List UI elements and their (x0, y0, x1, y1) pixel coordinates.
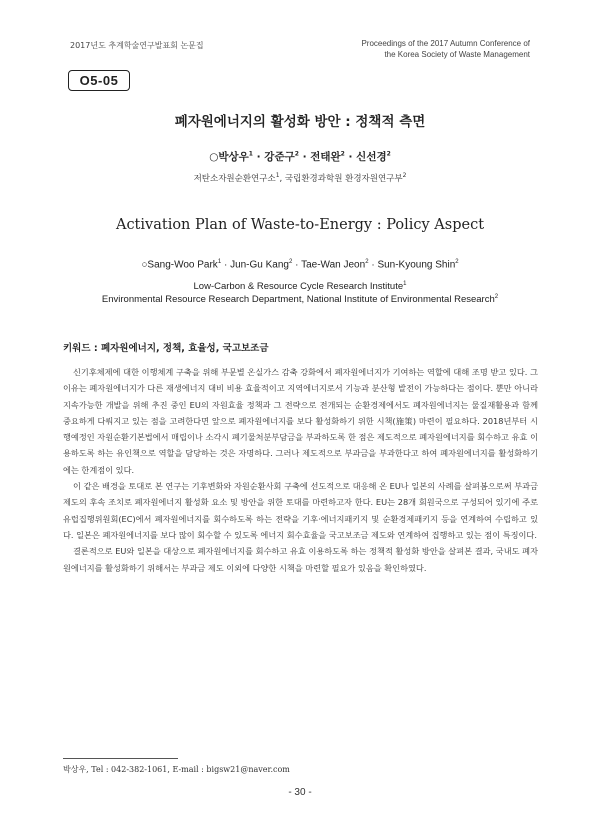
author-sup: 2 (340, 150, 345, 158)
author-sup: 2 (386, 150, 391, 158)
english-affiliation-2 (0, 294, 600, 305)
affiliation-2-text: Environmental Resource Research Department, National Institute of Environmental Research (101, 294, 495, 306)
author-sup: 2 (365, 259, 369, 265)
paragraph: 결론적으로 EU와 일본을 대상으로 폐자원에너지를 회수하고 유효 이용하도록 하는 정책적 활성화 방안을 살펴본 결과, 국내도 폐자원에너지를 활성화하기 위해서는 부과금 제도 이외에 다양한 시책을 마련할 필요가 있음을 확인하였다. (63, 546, 538, 573)
affiliation-1-sup: 1 (403, 281, 407, 287)
header-right-line-1: Proceedings of the 2017 Autumn Conference of (361, 39, 530, 48)
author-separator: · (256, 151, 261, 163)
affiliation-1-sup: 1 (275, 172, 280, 180)
author-name: Tae-Wan Jeon (301, 259, 366, 271)
author-separator: · (371, 259, 375, 271)
affiliation-2-sup: 2 (402, 172, 407, 180)
author-sup: 2 (455, 259, 459, 265)
footnote-divider (63, 758, 178, 759)
header-right-line-2: the Korea Society of Waste Management (384, 50, 530, 59)
author-separator: · (295, 259, 299, 271)
author-name: Sun-Kyoung Shin (377, 259, 456, 271)
korean-authors (0, 149, 600, 164)
affiliation-1: 저탄소자원순환연구소 (193, 174, 276, 184)
running-header-right (361, 38, 530, 60)
english-authors (0, 259, 600, 270)
paragraph: 이 같은 배경을 토대로 본 연구는 기후변화와 자원순환사회 구축에 선도적으로 대응해 온 EU나 일본의 사례를 살펴봄으로써 부과금 제도의 후속 조치로 폐자원에너지 활성화 요소 및 방안을 위한 토대를 마련하고자 한다. EU는 28개 회원국으로 구성되어 있기에 주로 유럽집행위원회(EC)에서 폐자원에너지를 회수하도록 하는 전략을 기후·에너지패키지 및 순환경제패키지 등을 연계하여 수립하고 있다. 일본은 폐자원에너지를 보다 많이 회수할 수 있도록 에너지 회수효율을 국고보조금 제도와 연계하여 집행하고 있는 점이 특징이다. (63, 481, 538, 540)
presenter-marker: ○ (209, 151, 219, 163)
keywords: 키워드 : 폐자원에너지, 정책, 효율성, 국고보조금 (63, 343, 269, 354)
author-name: 신선경 (356, 151, 387, 163)
abstract-body (63, 364, 538, 576)
running-header-left: 2017년도 추계학술연구발표회 논문집 (70, 41, 204, 50)
footnote-contact: 박상우, Tel : 042-382-1061, E-mail : bigsw21@naver.com (63, 765, 290, 774)
page-number: - 30 - (288, 787, 312, 798)
author-sup: 1 (217, 259, 222, 265)
author-name: Sang-Woo Park (147, 259, 218, 271)
presenter-marker: ○ (141, 259, 148, 271)
author-sup: 1 (248, 150, 253, 158)
affiliation-2: 국립환경과학원 환경자원연구부 (284, 174, 403, 184)
english-title: Activation Plan of Waste-to-Energy : Policy Aspect (115, 217, 485, 233)
korean-title: 폐자원에너지의 활성화 방안 : 정책적 측면 (174, 114, 426, 130)
author-sup: 2 (289, 259, 293, 265)
affiliation-2-sup: 2 (494, 294, 499, 300)
author-sup: 2 (294, 150, 299, 158)
author-separator: · (348, 151, 353, 163)
author-separator: · (223, 259, 228, 271)
author-name: Jun-Gu Kang (230, 259, 289, 271)
korean-affiliations: 저탄소자원순환연구소$^1$, 국립환경과학원 환경자원연구부$^2$ (193, 172, 407, 184)
affiliation-1-text: Low-Carbon & Resource Cycle Research Institute (193, 281, 404, 293)
author-separator: · (302, 151, 307, 163)
author-name: 박상우 (218, 151, 249, 163)
author-name: 전태완 (310, 151, 341, 163)
session-code-badge: O5-05 (68, 70, 130, 91)
paragraph: 신기후체제에 대한 이행체계 구축을 위해 부문별 온실가스 감축 강화에서 폐자원에너지가 기여하는 역할에 대해 조명 받고 있다. 그 이유는 폐자원에너지가 다른 재생에너지 대비 비용 효율적이고 지역에너지로서 기능과 분산형 발전이 가능하다는 점이다. 뿐만 아니라 지속가능한 개발을 위해 추진 중인 EU의 자원효율 정책과 그 전략으로 전개되는 순환경제에서도 폐자원에너지는 물질재활용과 함께 중요하게 다뤄지고 있는 점을 고려한다면 앞으로 폐자원에너지를 보다 활성화하기 위한 시책(施策) 마련이 필요하다. 2018년부터 시행예정인 자원순환기본법에서 매립이나 소각시 폐기물처분부담금을 부과하도록 한 점은 제도적으로 폐자원에너지를 회수하고 유효 이용하도록 하는 유인책으로 역할을 담당하는 것은 자명하다. 그러나 제도적으로 부과금을 부과한다고 하여 폐자원에너지를 활성화하기에는 한계점이 있다. (63, 367, 538, 475)
english-affiliation-1 (0, 281, 600, 292)
author-name: 강준구 (264, 151, 295, 163)
